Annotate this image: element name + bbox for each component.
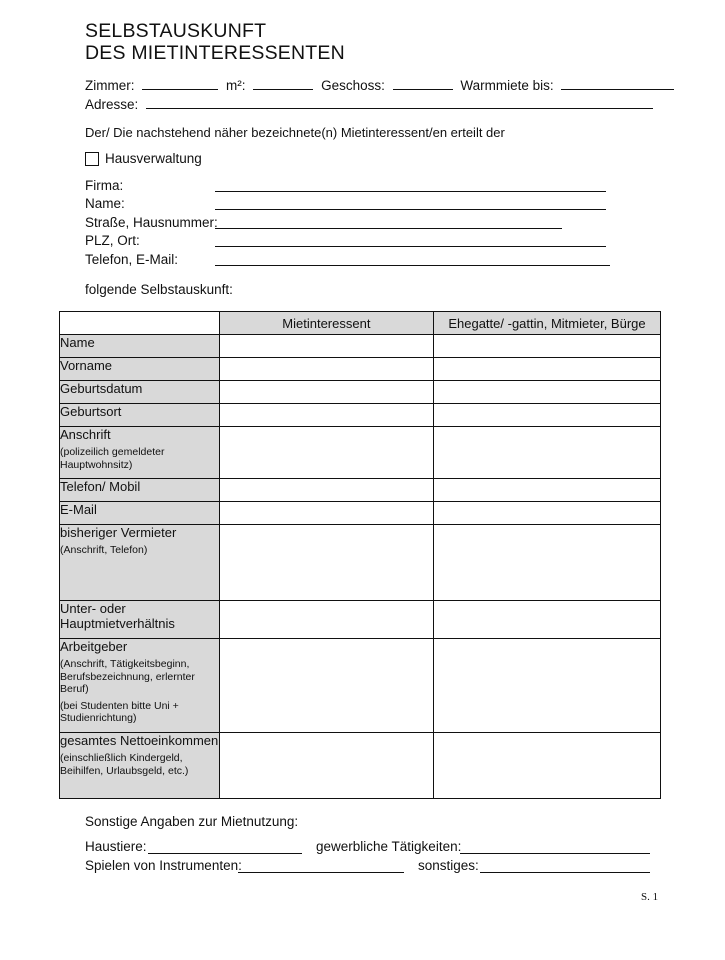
cell-mietinteressent[interactable] [219,525,433,601]
adresse-label: Adresse: [85,97,139,112]
title-line-1: SELBSTAUSKUNFT [85,20,267,42]
plz-field[interactable] [215,246,606,247]
telefon-row-label: Telefon/ Mobil [60,479,141,494]
geschoss-field[interactable] [393,76,453,90]
cell-mietinteressent[interactable] [219,733,433,799]
cell-ehegatte[interactable] [433,404,660,427]
cell-mietinteressent[interactable] [219,601,433,639]
row-label-vorname [60,358,220,381]
m2-label: m²: [226,78,246,93]
table-row [60,479,661,502]
einkommen-row-sublabel: (einschließlich Kindergeld, Beihilfen, Urlaubsgeld, etc.) [60,752,189,777]
table-row [60,358,661,381]
cell-mietinteressent[interactable] [219,502,433,525]
zimmer-field[interactable] [142,76,218,90]
title-line-2: DES MIETINTERESSENTEN [85,42,345,64]
adresse-row [85,95,653,112]
table-row [60,404,661,427]
geschoss-label: Geschoss: [321,78,385,93]
anschrift-row-sublabel: (polizeilich gemeldeter Hauptwohnsitz) [60,446,165,471]
name-field[interactable] [215,209,606,210]
row-label-einkommen [60,733,220,799]
folgende-text: folgende Selbstauskunft: [85,282,233,297]
cell-ehegatte[interactable] [433,525,660,601]
table-row [60,381,661,404]
cell-mietinteressent[interactable] [219,479,433,502]
mietverhaeltnis-row-label: Unter- oder Hauptmietverhältnis [60,601,175,631]
name-label: Name: [85,196,125,211]
row-label-email [60,502,220,525]
cell-mietinteressent[interactable] [219,639,433,733]
row-label-vermieter [60,525,220,601]
sonstige-heading: Sonstige Angaben zur Mietnutzung: [85,814,299,829]
cell-ehegatte[interactable] [433,335,660,358]
instrumente-field[interactable] [238,872,404,873]
row-label-anschrift [60,427,220,479]
geburtsdatum-row-label: Geburtsdatum [60,381,143,396]
cell-ehegatte[interactable] [433,358,660,381]
row-label-mietverhaeltnis [60,601,220,639]
cell-mietinteressent[interactable] [219,381,433,404]
strasse-label: Straße, Hausnummer: [85,215,218,230]
warmmiete-label: Warmmiete bis: [460,78,554,93]
hausverwaltung-checkbox[interactable] [85,152,99,166]
table-row [60,427,661,479]
gewerblich-label: gewerbliche Tätigkeiten: [316,839,462,854]
cell-mietinteressent[interactable] [219,404,433,427]
vorname-row-label: Vorname [60,358,113,373]
arbeitgeber-row-label: Arbeitgeber [60,639,128,654]
name-row-label: Name [60,335,95,350]
cell-mietinteressent[interactable] [219,335,433,358]
row-label-telefon [60,479,220,502]
instrumente-label: Spielen von Instrumenten: [85,858,242,873]
cell-ehegatte[interactable] [433,427,660,479]
table-row [60,639,661,733]
row-label-geburtsdatum [60,381,220,404]
table-row [60,733,661,799]
cell-mietinteressent[interactable] [219,358,433,381]
arbeitgeber-row-sublabel-1: (Anschrift, Tätigkeitsbeginn, Berufsbezeichnung, erlernter Beruf) [60,658,195,695]
telefon-label: Telefon, E-Mail: [85,252,179,267]
haustiere-field[interactable] [148,853,302,854]
cell-ehegatte[interactable] [433,502,660,525]
cell-ehegatte[interactable] [433,381,660,404]
vermieter-row-label: bisheriger Vermieter [60,525,177,540]
firma-field[interactable] [215,191,606,192]
row-label-name [60,335,220,358]
table-header-row [60,312,661,335]
m2-field[interactable] [253,76,313,90]
header-fields-row [85,76,674,93]
row-label-arbeitgeber [60,639,220,733]
arbeitgeber-row-sublabel-2: (bei Studenten bitte Uni + Studienrichtung) [60,699,179,724]
hausverwaltung-label: Hausverwaltung [105,151,202,166]
telefon-field[interactable] [215,265,610,266]
gewerblich-field[interactable] [460,853,650,854]
cell-mietinteressent[interactable] [219,427,433,479]
cell-ehegatte[interactable] [433,639,660,733]
cell-ehegatte[interactable] [433,479,660,502]
vermieter-row-sublabel: (Anschrift, Telefon) [60,544,148,556]
table-row [60,335,661,358]
cell-ehegatte[interactable] [433,601,660,639]
header-empty-cell [60,312,220,335]
intro-text: Der/ Die nachstehend näher bezeichnete(n) Mietinteressent/en erteilt der [85,125,505,140]
email-row-label: E-Mail [60,502,97,517]
table-row [60,525,661,601]
cell-ehegatte[interactable] [433,733,660,799]
row-label-geburtsort [60,404,220,427]
warmmiete-field[interactable] [561,76,674,90]
adresse-field[interactable] [146,95,653,109]
einkommen-row-label: gesamtes Nettoeinkommen [60,733,219,748]
haustiere-label: Haustiere: [85,839,147,854]
page-number: S. 1 [641,891,659,903]
sonstiges-label: sonstiges: [418,858,479,873]
header-mietinteressent: Mietinteressent [219,312,433,335]
selbstauskunft-table [59,311,661,799]
firma-label: Firma: [85,178,124,193]
plz-label: PLZ, Ort: [85,233,140,248]
sonstiges-field[interactable] [480,872,650,873]
table-row [60,601,661,639]
zimmer-label: Zimmer: [85,78,135,93]
anschrift-row-label: Anschrift [60,427,111,442]
strasse-field[interactable] [215,228,562,229]
hausverwaltung-option[interactable] [85,151,202,166]
geburtsort-row-label: Geburtsort [60,404,122,419]
table-row [60,502,661,525]
header-ehegatte: Ehegatte/ -gattin, Mitmieter, Bürge [433,312,660,335]
form-title [85,20,345,64]
